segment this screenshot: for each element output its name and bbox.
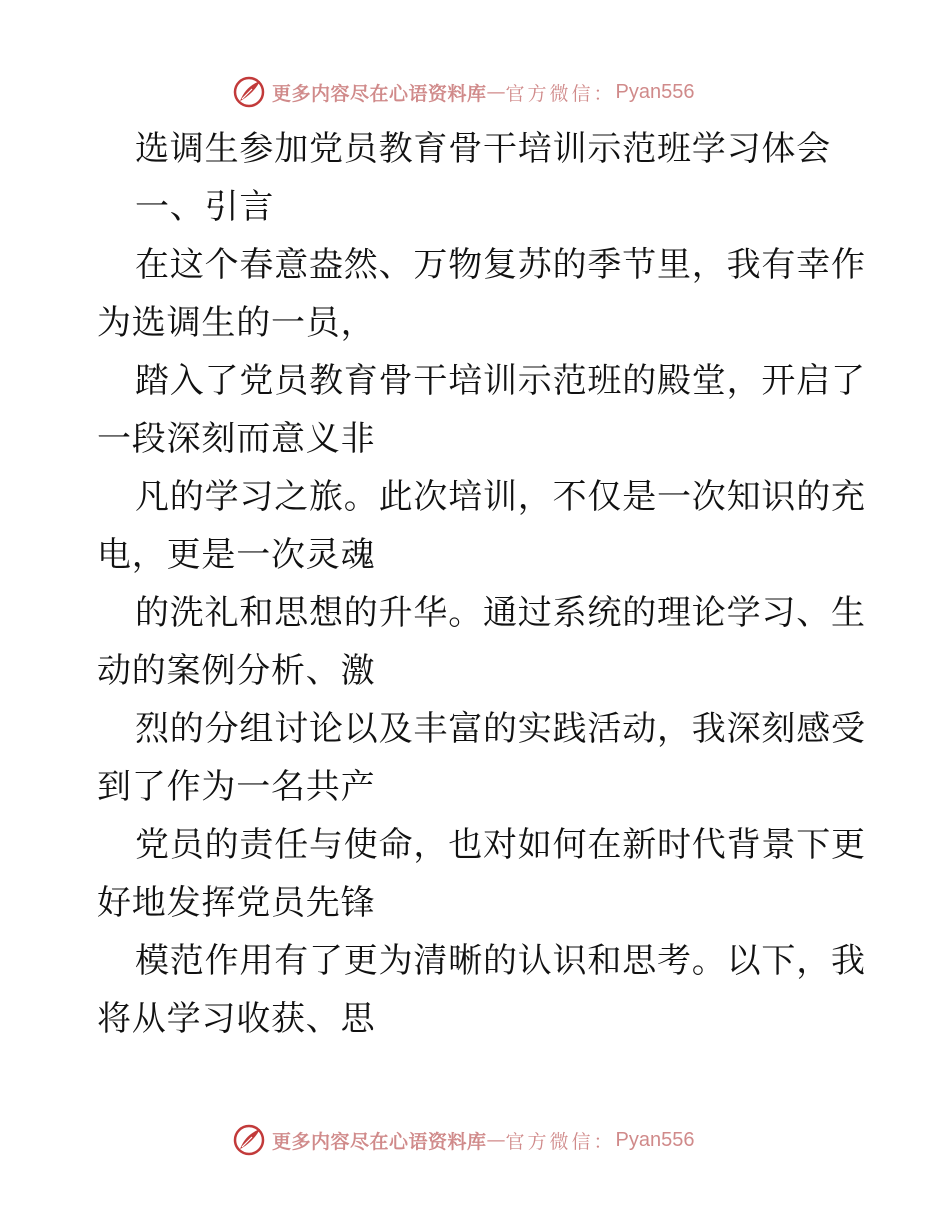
paragraph-line: 好地发挥党员先锋 [97,883,376,923]
document-body [97,120,866,1048]
watermark-official-label: 官方微信： [505,1130,616,1153]
paragraph-line: 一段深刻而意义非 [97,419,376,459]
header-watermark [232,72,732,112]
paragraph-line: 在这个春意盎然、万物复苏的季节里，我有幸作 [135,245,866,285]
watermark-wechat-id: Pyan556 [615,80,695,103]
footer-watermark [232,1120,732,1160]
document-title: 选调生参加党员教育骨干培训示范班学习体会 [135,129,831,169]
paragraph-line: 踏入了党员教育骨干培训示范班的殿堂，开启了 [135,361,866,401]
feather-pen-logo-icon [232,1123,266,1157]
paragraph-line: 模范作用有了更为清晰的认识和思考。以下，我 [135,941,866,981]
feather-pen-logo-icon [232,75,266,109]
paragraph-line: 将从学习收获、思 [97,999,376,1039]
paragraph-line: 党员的责任与使命，也对如何在新时代背景下更 [135,825,866,865]
paragraph-line: 电，更是一次灵魂 [97,535,376,575]
paragraph-line: 为选调生的一员， [97,303,376,343]
paragraph-line: 的洗礼和思想的升华。通过系统的理论学习、生 [135,593,866,633]
watermark-separator: — [486,1129,506,1151]
paragraph-line: 烈的分组讨论以及丰富的实践活动，我深刻感受 [135,709,866,749]
watermark-separator: — [486,81,506,103]
section-heading: 一、引言 [135,187,275,227]
watermark-brand-text: 更多内容尽在心语资料库 [272,82,487,105]
watermark-brand-text: 更多内容尽在心语资料库 [272,1130,487,1153]
watermark-wechat-id: Pyan556 [615,1128,695,1151]
paragraph-line: 到了作为一名共产 [97,767,376,807]
paragraph-line: 凡的学习之旅。此次培训，不仅是一次知识的充 [135,477,866,517]
paragraph-line: 动的案例分析、激 [97,651,376,691]
watermark-official-label: 官方微信： [505,82,616,105]
